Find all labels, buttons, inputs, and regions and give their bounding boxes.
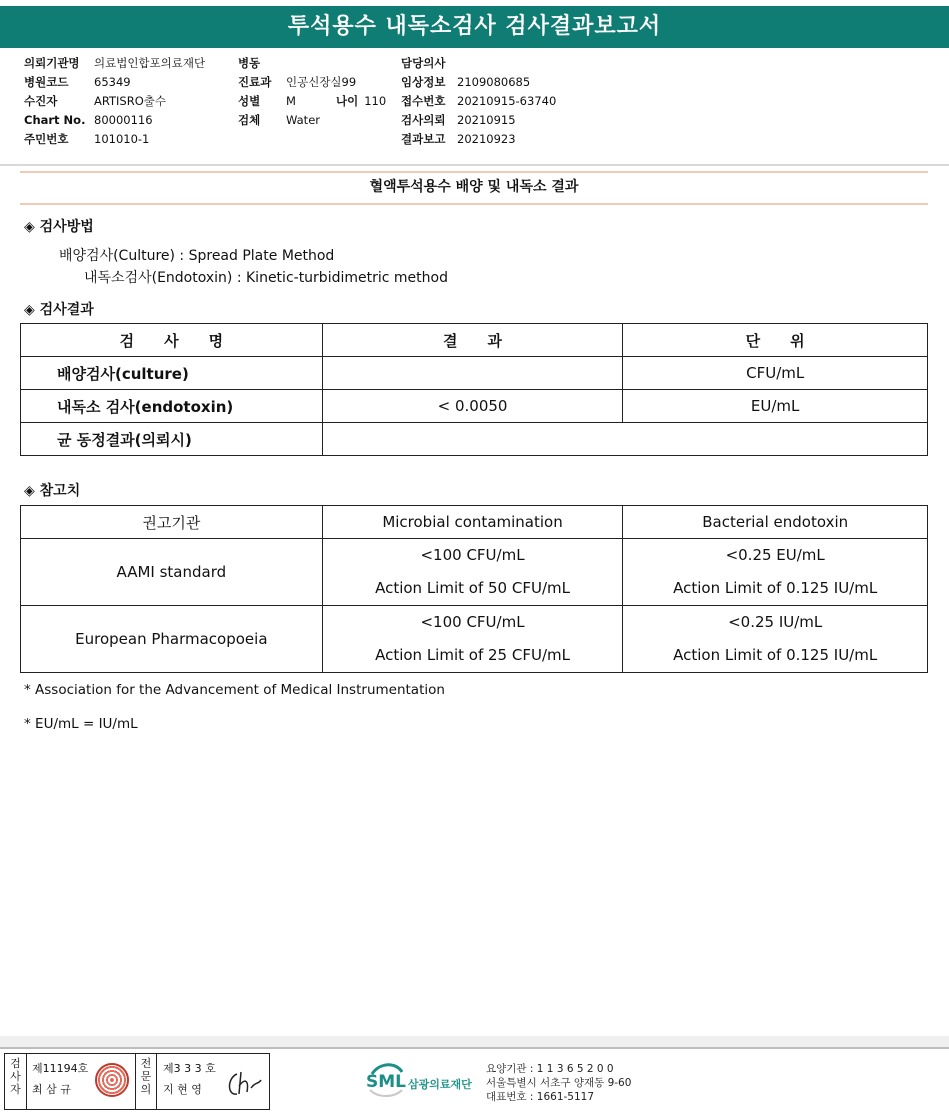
info-label: 수진자: [24, 94, 58, 108]
info-value: 65349: [94, 75, 131, 89]
info-label: 병동: [238, 56, 261, 70]
info-value: 80000116: [94, 113, 153, 127]
table-row: [21, 606, 928, 673]
info-value: 20210915: [457, 113, 516, 127]
ref-micro-action: Action Limit of 25 CFU/mL: [375, 646, 570, 664]
reference-heading: ◈ 참고치: [24, 483, 81, 499]
info-label: 의뢰기관명: [24, 56, 80, 70]
info-value: ARTISRO출수: [94, 94, 166, 108]
inspector-seal-icon: [95, 1063, 129, 1097]
header-result: 결 과: [322, 324, 623, 357]
age-label: 나이: [336, 94, 359, 108]
table-row: [21, 357, 928, 390]
age-value: 110: [364, 94, 387, 108]
info-value: M: [286, 94, 296, 108]
test-name: 균 동정결과(의뢰시): [21, 423, 323, 456]
ref-endo-limit: <0.25 IU/mL: [728, 613, 823, 631]
test-result: [322, 423, 927, 456]
table-row: [21, 390, 928, 423]
ref-endo-action: Action Limit of 0.125 IU/mL: [673, 646, 878, 664]
ref-micro-limit: <100 CFU/mL: [420, 546, 525, 564]
patient-info-col2: [238, 54, 386, 130]
sml-logo: [366, 1060, 506, 1100]
ref-org: European Pharmacopoeia: [21, 606, 323, 673]
ref-org: AAMI standard: [21, 539, 323, 606]
info-label: 임상정보: [401, 75, 446, 89]
ref-micro-action: Action Limit of 50 CFU/mL: [375, 579, 570, 597]
ref-endo-limit: <0.25 EU/mL: [725, 546, 825, 564]
info-value: 의료법인합포의료재단: [94, 56, 206, 70]
info-value: Water: [286, 113, 320, 127]
doctor-label: 전문의: [135, 1054, 157, 1109]
info-label: Chart No.: [24, 113, 86, 127]
report-title: 투석용수 내독소검사 검사결과보고서: [0, 6, 949, 48]
section-rule-bottom: [20, 203, 928, 205]
info-label: 검사의뢰: [401, 113, 446, 127]
signature-box: [4, 1053, 270, 1110]
ref-endo-action: Action Limit of 0.125 IU/mL: [673, 579, 878, 597]
info-label: 담당의사: [401, 56, 446, 70]
info-label: 병원코드: [24, 75, 69, 89]
phone: 대표번호 : 1661-5117: [486, 1091, 595, 1103]
test-name: 배양검사(culture): [21, 357, 323, 390]
sml-logo-text: SML: [366, 1072, 406, 1092]
results-table: [20, 323, 928, 456]
info-value: 20210915-63740: [457, 94, 557, 108]
doctor-name: 지 현 영: [163, 1083, 202, 1096]
ref-micro-limit: <100 CFU/mL: [420, 613, 525, 631]
info-label: 결과보고: [401, 132, 446, 146]
table-header-row: [21, 506, 928, 539]
test-name: 내독소 검사(endotoxin): [21, 390, 323, 423]
results-heading: ◈ 검사결과: [24, 302, 94, 318]
method-endotoxin: 내독소검사(Endotoxin) : Kinetic-turbidimetric method: [84, 270, 448, 286]
inspector-name: 최 삼 규: [32, 1083, 71, 1096]
test-result: [322, 357, 623, 390]
section-rule-top: [20, 171, 928, 173]
info-label: 접수번호: [401, 94, 446, 108]
inspector-license: 제11194호: [32, 1062, 89, 1075]
info-label: 진료과: [238, 75, 272, 89]
info-label: 주민번호: [24, 132, 69, 146]
method-culture: 배양검사(Culture) : Spread Plate Method: [59, 248, 335, 264]
patient-info-col3: [401, 54, 556, 149]
foundation-name: 삼광의료재단: [408, 1078, 472, 1091]
table-row: [21, 539, 928, 606]
institution-code: 요양기관 : 1 1 3 6 5 2 0 0: [486, 1063, 614, 1075]
footnote-aami: * Association for the Advancement of Medical Instrumentation: [24, 682, 445, 698]
test-unit: EU/mL: [623, 390, 928, 423]
doctor-license: 제3 3 3 호: [163, 1062, 216, 1075]
info-value: 인공신장실99: [286, 75, 357, 89]
address: 서울특별시 서초구 양재동 9-60: [486, 1077, 632, 1089]
method-heading: ◈ 검사방법: [24, 219, 94, 235]
test-unit: CFU/mL: [623, 357, 928, 390]
info-value: 20210923: [457, 132, 516, 146]
test-result: < 0.0050: [322, 390, 623, 423]
patient-info-col1: [24, 54, 205, 149]
footer-address-block: [486, 1062, 631, 1104]
inspector-label: 검사자: [5, 1054, 27, 1109]
info-value: 2109080685: [457, 75, 531, 89]
header-unit: 단 위: [623, 324, 928, 357]
header-test-name: 검 사 명: [21, 324, 323, 357]
info-label: 성별: [238, 94, 261, 108]
reference-table: [20, 505, 928, 673]
info-label: 검체: [238, 113, 261, 127]
info-value: 101010-1: [94, 132, 150, 146]
section-title: 혈액투석용수 배양 및 내독소 결과: [369, 179, 579, 195]
header-endotoxin: Bacterial endotoxin: [623, 506, 928, 539]
table-header-row: [21, 324, 928, 357]
table-row: [21, 423, 928, 456]
doctor-signature-icon: [225, 1068, 265, 1100]
footnote-units: * EU/mL = IU/mL: [24, 716, 138, 732]
header-org: 권고기관: [21, 506, 323, 539]
header-microbial: Microbial contamination: [322, 506, 623, 539]
divider: [0, 164, 949, 166]
